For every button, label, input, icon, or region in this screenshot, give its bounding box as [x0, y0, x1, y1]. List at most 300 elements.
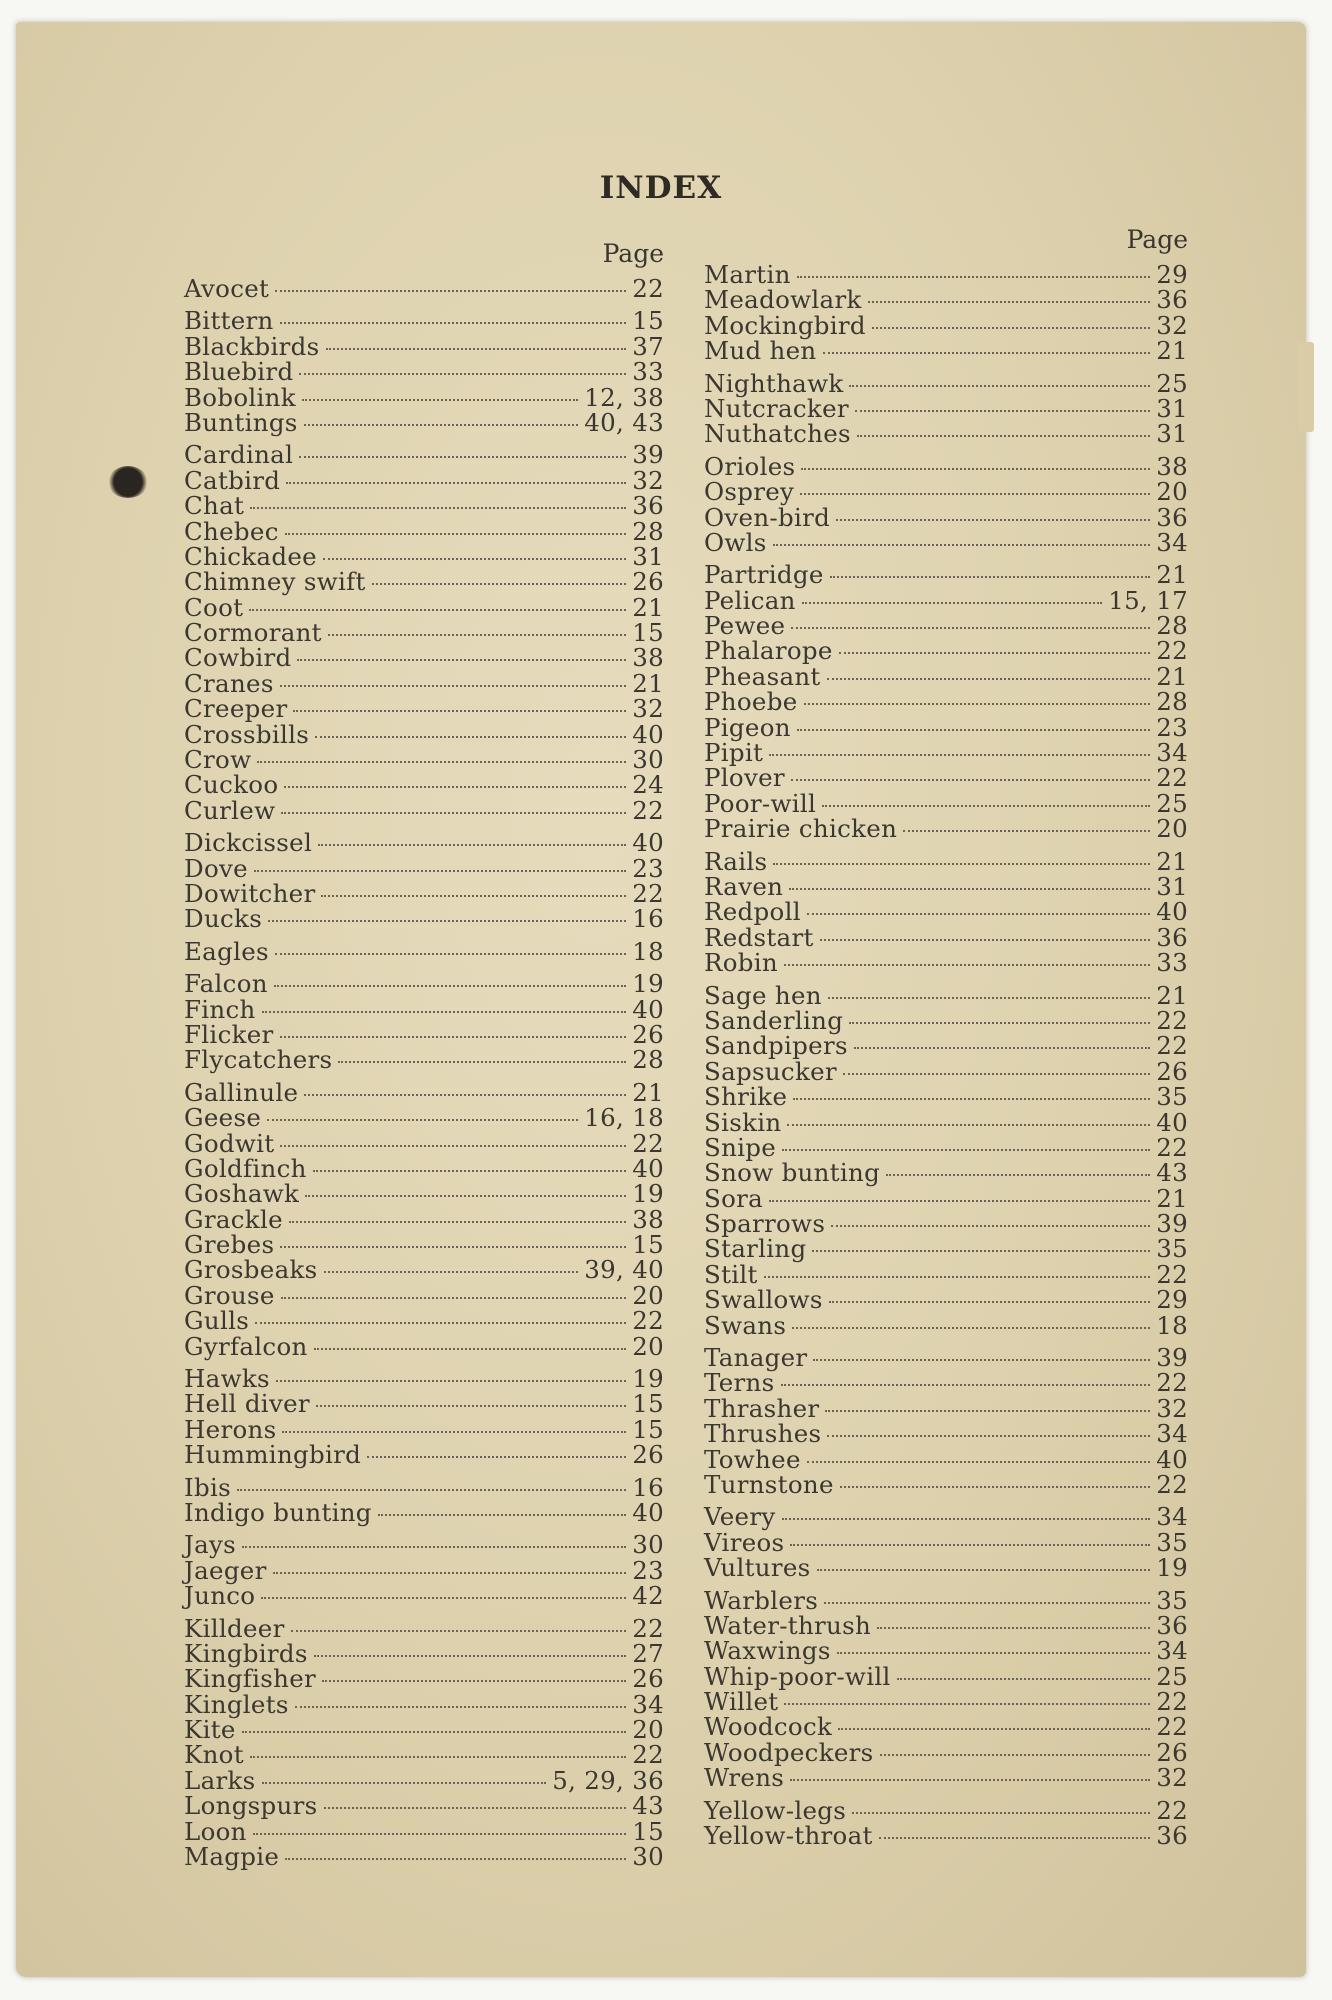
index-entry: [704, 788, 1188, 818]
dot-leader: [812, 1250, 1150, 1252]
entry-pages: 19: [1156, 1553, 1188, 1583]
entry-name: Herons: [184, 1414, 277, 1444]
index-entry: [704, 1527, 1188, 1557]
entry-name: Pelican: [704, 585, 796, 615]
entry-pages: 22: [632, 274, 664, 303]
entry-name: Avocet: [184, 274, 270, 303]
dot-leader: [324, 1807, 627, 1809]
index-entry: [704, 1031, 1188, 1061]
dot-leader: [782, 1149, 1150, 1151]
entry-name: Thrasher: [704, 1393, 820, 1423]
entry-pages: 20: [1156, 477, 1188, 507]
index-column-right: [704, 225, 1188, 1851]
dot-leader: [857, 435, 1150, 437]
index-entry: [704, 262, 1188, 287]
dot-leader: [280, 685, 627, 687]
entry-name: Cormorant: [184, 618, 322, 648]
page-edge-tab: [1298, 342, 1314, 432]
entry-name: Hell diver: [184, 1389, 310, 1419]
index-entry: [704, 1585, 1188, 1615]
index-entry: [704, 1056, 1188, 1086]
index-entry: [704, 1234, 1188, 1264]
entry-pages: 31: [1156, 393, 1188, 423]
entry-pages: 37: [632, 331, 664, 361]
entry-pages: 26: [632, 1664, 664, 1694]
entry-name: Longspurs: [184, 1791, 318, 1821]
entry-name: Loon: [184, 1816, 247, 1846]
entry-name: Robin: [704, 948, 778, 978]
index-entry: [704, 368, 1188, 398]
entry-name: Eagles: [184, 936, 269, 966]
entry-pages: 39, 40: [584, 1255, 664, 1285]
entry-name: Bluebird: [184, 357, 294, 387]
index-entry: [704, 1661, 1188, 1691]
dot-leader: [324, 1271, 579, 1273]
dot-leader: [813, 1359, 1150, 1361]
dot-leader: [824, 1602, 1150, 1604]
entry-pages: 36: [1156, 922, 1188, 952]
entry-pages: 22: [1156, 1132, 1188, 1162]
index-entry: [184, 618, 664, 648]
dot-leader: [315, 736, 626, 738]
entry-pages: 36: [632, 491, 664, 521]
dot-leader: [807, 1461, 1150, 1463]
entry-pages: 32: [1156, 310, 1188, 340]
entry-name: Wrens: [704, 1763, 785, 1793]
entry-pages: 21: [632, 668, 664, 698]
entry-pages: 16, 18: [584, 1103, 664, 1133]
index-entry: [184, 1440, 664, 1470]
dot-leader: [784, 1703, 1150, 1705]
entry-pages: 34: [632, 1689, 664, 1719]
entry-pages: 40: [632, 1153, 664, 1183]
dot-leader: [855, 410, 1150, 412]
entry-pages: 27: [632, 1638, 664, 1668]
dot-leader: [338, 1061, 626, 1063]
entry-pages: 18: [632, 936, 664, 966]
entry-pages: 20: [632, 1280, 664, 1310]
dot-leader: [769, 1200, 1150, 1202]
index-column-left: [184, 239, 664, 1872]
dot-leader: [773, 544, 1151, 546]
entry-pages: 22: [1156, 1687, 1188, 1717]
entry-pages: 36: [1156, 1821, 1188, 1851]
dot-leader: [314, 1655, 626, 1657]
entry-pages: 32: [632, 694, 664, 724]
entry-name: Coot: [184, 592, 244, 622]
entry-name: Shrike: [704, 1082, 788, 1112]
entry-pages: 32: [632, 465, 664, 495]
entry-pages: 15: [632, 1389, 664, 1419]
index-entry: [184, 1331, 664, 1361]
index-entry: [184, 828, 664, 858]
dot-leader: [782, 1518, 1151, 1520]
index-entry: [704, 1209, 1188, 1239]
index-entry: [704, 585, 1188, 615]
index-entry: [184, 1740, 664, 1770]
entry-pages: 36: [1156, 1610, 1188, 1640]
entry-name: Orioles: [704, 451, 796, 481]
index-entry: [704, 1502, 1188, 1532]
entry-name: Sapsucker: [704, 1056, 837, 1086]
dot-leader: [791, 779, 1150, 781]
entry-name: Partridge: [704, 560, 824, 590]
dot-leader: [868, 301, 1151, 303]
entry-pages: 22: [1156, 1795, 1188, 1825]
dot-leader: [877, 1627, 1150, 1629]
entry-pages: 26: [1156, 1737, 1188, 1767]
index-entry: [184, 1715, 664, 1745]
entry-pages: 26: [1156, 1056, 1188, 1086]
entry-pages: 40: [632, 994, 664, 1024]
entry-name: Raven: [704, 871, 784, 901]
entry-pages: 24: [632, 770, 664, 800]
entry-name: Water-thrush: [704, 1610, 872, 1640]
index-entry: [704, 611, 1188, 641]
dot-leader: [843, 1073, 1150, 1075]
dot-leader: [284, 786, 626, 788]
index-entry: [704, 451, 1188, 481]
entry-name: Martin: [704, 260, 791, 289]
dot-leader: [281, 812, 626, 814]
entry-pages: 29: [1156, 260, 1188, 289]
index-entry: [184, 276, 664, 301]
entry-name: Sparrows: [704, 1209, 826, 1239]
entry-name: Ducks: [184, 904, 263, 934]
index-entry: [704, 687, 1188, 717]
entry-pages: 22: [632, 1613, 664, 1643]
dot-leader: [764, 1276, 1151, 1278]
dot-leader: [840, 1486, 1150, 1488]
index-entry: [704, 1183, 1188, 1213]
entry-pages: 31: [1156, 871, 1188, 901]
index-entry: [704, 1763, 1188, 1793]
dot-leader: [267, 1119, 578, 1121]
entry-name: Gallinule: [184, 1077, 299, 1107]
entry-name: Cranes: [184, 668, 274, 698]
entry-name: Thrushes: [704, 1419, 822, 1449]
dot-leader: [280, 1036, 627, 1038]
entry-name: Pigeon: [704, 712, 791, 742]
dot-leader: [839, 652, 1151, 654]
entry-pages: 34: [1156, 1636, 1188, 1666]
index-entry: [704, 1737, 1188, 1767]
entry-pages: 25: [1156, 1661, 1188, 1691]
index-entry: [184, 1791, 664, 1821]
entry-pages: 36: [1156, 285, 1188, 315]
entry-name: Terns: [704, 1368, 775, 1398]
entry-pages: 32: [1156, 1393, 1188, 1423]
entry-name: Woodpeckers: [704, 1737, 874, 1767]
index-entry: [184, 465, 664, 495]
index-entry: [704, 1553, 1188, 1583]
entry-name: Nighthawk: [704, 368, 844, 398]
entry-pages: 21: [632, 1077, 664, 1107]
entry-name: Mud hen: [704, 336, 817, 366]
entry-pages: 15: [632, 1414, 664, 1444]
entry-name: Indigo bunting: [184, 1497, 372, 1527]
entry-pages: 33: [1156, 948, 1188, 978]
entry-name: Jaeger: [184, 1555, 267, 1585]
index-entry: [184, 331, 664, 361]
entry-name: Owls: [704, 527, 767, 557]
entry-name: Hawks: [184, 1364, 270, 1394]
index-entry: [704, 980, 1188, 1010]
entry-name: Poor-will: [704, 788, 817, 818]
dot-leader: [261, 1597, 626, 1599]
dot-leader: [322, 1680, 626, 1682]
dot-leader: [852, 1812, 1150, 1814]
entry-list-right: [704, 260, 1188, 1851]
entry-name: Buntings: [184, 407, 298, 437]
entry-pages: 28: [632, 1045, 664, 1075]
entry-name: Nuthatches: [704, 419, 851, 449]
dot-leader: [822, 805, 1150, 807]
entry-name: Grouse: [184, 1280, 275, 1310]
entry-name: Woodcock: [704, 1712, 833, 1742]
entry-pages: 34: [1156, 527, 1188, 557]
entry-name: Nutcracker: [704, 393, 849, 423]
entry-name: Grackle: [184, 1204, 283, 1234]
dot-leader: [854, 1047, 1150, 1049]
entry-pages: 21: [1156, 661, 1188, 691]
index-entry: [184, 1153, 664, 1183]
entry-pages: 28: [1156, 687, 1188, 717]
entry-pages: 39: [632, 440, 664, 470]
dot-leader: [789, 888, 1150, 890]
entry-pages: 16: [632, 904, 664, 934]
entry-name: Magpie: [184, 1842, 280, 1872]
entry-pages: 40: [1156, 897, 1188, 927]
entry-pages: 35: [1156, 1234, 1188, 1264]
index-entry: [184, 491, 664, 521]
entry-pages: 20: [1156, 814, 1188, 844]
index-entry: [704, 1310, 1188, 1340]
index-entry: [704, 1259, 1188, 1289]
index-entry: [184, 1364, 664, 1394]
entry-pages: 23: [632, 853, 664, 883]
entry-name: Finch: [184, 994, 256, 1024]
dot-leader: [291, 1630, 627, 1632]
index-entry: [704, 814, 1188, 844]
entry-pages: 38: [632, 1204, 664, 1234]
index-entry: [704, 636, 1188, 666]
index-entry: [184, 1128, 664, 1158]
dot-leader: [773, 863, 1150, 865]
entry-pages: 25: [1156, 788, 1188, 818]
entry-name: Vultures: [704, 1553, 811, 1583]
entry-name: Cowbird: [184, 643, 292, 673]
entry-name: Warblers: [704, 1585, 819, 1615]
entry-pages: 32: [1156, 1763, 1188, 1793]
index-entry: [704, 1368, 1188, 1398]
index-entry: [184, 969, 664, 999]
entry-name: Sandpipers: [704, 1031, 848, 1061]
entry-pages: 15, 17: [1108, 585, 1188, 615]
entry-pages: 22: [1156, 1469, 1188, 1499]
entry-list-left: [184, 274, 664, 1872]
index-entry: [184, 719, 664, 749]
entry-name: Curlew: [184, 795, 276, 825]
entry-pages: 40: [632, 828, 664, 858]
index-entry: [184, 1255, 664, 1285]
entry-name: Veery: [704, 1502, 776, 1532]
entry-name: Turnstone: [704, 1469, 834, 1499]
entry-pages: 40, 43: [584, 407, 664, 437]
entry-pages: 21: [1156, 980, 1188, 1010]
entry-pages: 26: [632, 1440, 664, 1470]
entry-name: Phoebe: [704, 687, 798, 717]
entry-name: Swans: [704, 1310, 787, 1340]
dot-leader: [257, 761, 626, 763]
dot-leader: [801, 468, 1150, 470]
dot-leader: [275, 290, 626, 292]
index-entry: [184, 1280, 664, 1310]
entry-name: Gyrfalcon: [184, 1331, 308, 1361]
entry-pages: 22: [632, 878, 664, 908]
index-entry: [704, 922, 1188, 952]
index-entry: [704, 336, 1188, 366]
entry-pages: 22: [632, 795, 664, 825]
entry-pages: 22: [1156, 763, 1188, 793]
entry-pages: 19: [632, 1179, 664, 1209]
dot-leader: [838, 1728, 1150, 1730]
entry-pages: 26: [632, 567, 664, 597]
entry-name: Phalarope: [704, 636, 833, 666]
dot-leader: [791, 627, 1150, 629]
index-entry: [704, 1636, 1188, 1666]
entry-pages: 26: [632, 1019, 664, 1049]
dot-leader: [802, 602, 1103, 604]
dot-leader: [827, 678, 1151, 680]
dot-leader: [289, 1221, 626, 1223]
entry-pages: 22: [1156, 1712, 1188, 1742]
dot-leader: [827, 1435, 1150, 1437]
dot-leader: [297, 659, 626, 661]
dot-leader: [276, 1380, 626, 1382]
entry-name: Pheasant: [704, 661, 821, 691]
dot-leader: [828, 997, 1150, 999]
index-entry: [184, 382, 664, 412]
index-entry: [184, 541, 664, 571]
entry-name: Bittern: [184, 306, 274, 336]
dot-leader: [313, 1170, 626, 1172]
entry-pages: 40: [1156, 1107, 1188, 1137]
index-entry: [184, 1581, 664, 1611]
entry-name: Kinglets: [184, 1689, 289, 1719]
index-entry: [704, 419, 1188, 449]
entry-name: Catbird: [184, 465, 281, 495]
entry-pages: 19: [632, 969, 664, 999]
dot-leader: [275, 953, 626, 955]
entry-pages: 22: [1156, 636, 1188, 666]
entry-name: Cardinal: [184, 440, 294, 470]
entry-name: Waxwings: [704, 1636, 831, 1666]
index-entry: [184, 1613, 664, 1643]
entry-name: Prairie chicken: [704, 814, 898, 844]
entry-name: Kite: [184, 1715, 236, 1745]
entry-name: Yellow-throat: [704, 1821, 873, 1851]
dot-leader: [872, 327, 1150, 329]
dot-leader: [797, 276, 1151, 278]
dot-leader: [299, 373, 626, 375]
entry-pages: 21: [1156, 560, 1188, 590]
dot-leader: [790, 1779, 1150, 1781]
entry-name: Junco: [184, 1581, 256, 1611]
index-entry: [704, 1419, 1188, 1449]
entry-pages: 12, 38: [584, 382, 664, 412]
entry-pages: 20: [632, 1331, 664, 1361]
index-entry: [704, 393, 1188, 423]
index-entry: [184, 567, 664, 597]
index-entry: [704, 1285, 1188, 1315]
index-entry: [704, 310, 1188, 340]
entry-name: Creeper: [184, 694, 288, 724]
dot-leader: [285, 533, 626, 535]
dot-leader: [793, 1098, 1150, 1100]
dot-leader: [282, 1431, 626, 1433]
entry-name: Hummingbird: [184, 1440, 362, 1470]
dot-leader: [792, 1327, 1150, 1329]
index-entry: [184, 643, 664, 673]
ink-stain: [108, 466, 148, 498]
entry-name: Killdeer: [184, 1613, 285, 1643]
index-entry: [704, 1107, 1188, 1137]
dot-leader: [849, 1022, 1150, 1024]
entry-name: Plover: [704, 763, 785, 793]
index-entry: [184, 936, 664, 966]
entry-name: Sage hen: [704, 980, 822, 1010]
index-entry: [184, 1765, 664, 1795]
entry-name: Kingbirds: [184, 1638, 308, 1668]
dot-leader: [897, 1678, 1151, 1680]
entry-name: Godwit: [184, 1128, 275, 1158]
entry-pages: 21: [1156, 846, 1188, 876]
entry-name: Knot: [184, 1740, 244, 1770]
entry-name: Bobolink: [184, 382, 296, 412]
dot-leader: [274, 985, 626, 987]
dot-leader: [328, 634, 626, 636]
dot-leader: [280, 322, 627, 324]
dot-leader: [253, 1833, 626, 1835]
entry-pages: 22: [632, 1306, 664, 1336]
dot-leader: [831, 1225, 1150, 1227]
dot-leader: [242, 1546, 626, 1548]
entry-name: Blackbirds: [184, 331, 320, 361]
dot-leader: [372, 583, 627, 585]
entry-name: Goldfinch: [184, 1153, 307, 1183]
index-entry: [704, 1393, 1188, 1423]
entry-name: Vireos: [704, 1527, 785, 1557]
entry-name: Towhee: [704, 1444, 801, 1474]
index-page: [16, 22, 1306, 1977]
index-entry: [184, 1077, 664, 1107]
index-entry: [704, 477, 1188, 507]
entry-pages: 36: [1156, 502, 1188, 532]
index-entry: [184, 853, 664, 883]
entry-pages: 38: [632, 643, 664, 673]
entry-pages: 22: [1156, 1005, 1188, 1035]
index-entry: [184, 1555, 664, 1585]
entry-pages: 21: [1156, 1183, 1188, 1213]
index-entry: [184, 878, 664, 908]
entry-name: Gulls: [184, 1306, 250, 1336]
entry-pages: 43: [1156, 1158, 1188, 1188]
dot-leader: [849, 385, 1150, 387]
dot-leader: [304, 424, 579, 426]
index-entry: [704, 1343, 1188, 1373]
entry-name: Falcon: [184, 969, 268, 999]
